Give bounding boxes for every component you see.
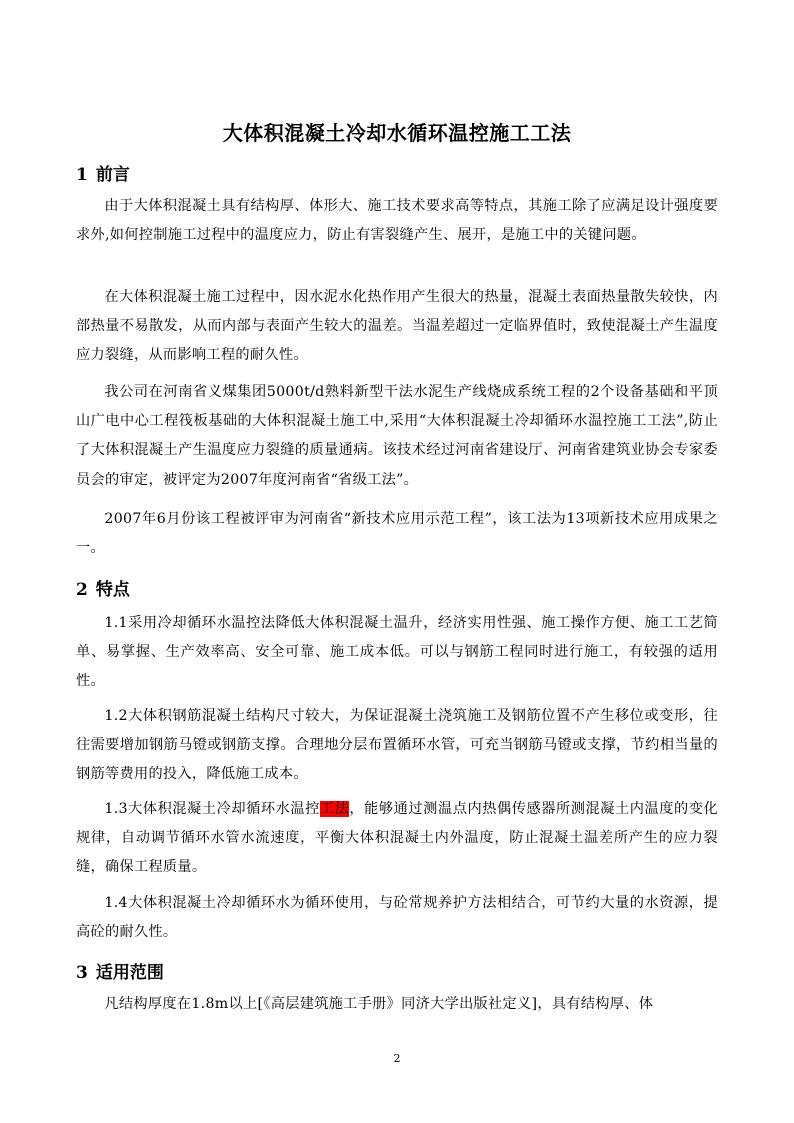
section-heading-3 bbox=[76, 958, 164, 983]
paragraph: 我公司在河南省义煤集团5000t/d熟料新型干法水泥生产线烧成系统工程的2个设备基础和平顶山广电中心工程筏板基础的大体积混凝土施工中,采用“大体积混凝土冷却循环水温控施工工法”,防止了大体积混凝土产生温度应力裂缝的质量通病。该技术经过河南省建设厅、河南省建筑业协会专家委员会的审定，被评定为2007年度河南省“省级工法”。 bbox=[76, 384, 718, 488]
paragraph bbox=[76, 795, 718, 883]
section-heading-1 bbox=[76, 160, 130, 185]
section-heading-2 bbox=[76, 575, 130, 600]
paragraph: 1.2大体积钢筋混凝土结构尺寸较大，为保证混凝土浇筑施工及钢筋位置不产生移位或变形，往往需要增加钢筋马镫或钢筋支撑。合理地分层布置循环水管，可充当钢筋马镫或支撑，节约相当量的钢筋等费用的投入，降低施工成本。 bbox=[76, 708, 718, 783]
highlighted-text: 工法 bbox=[319, 801, 350, 817]
section-number: 2 bbox=[76, 580, 88, 600]
paragraph: 1.1采用冷却循环水温控法降低大体积混凝土温升，经济实用性强、施工操作方便、施工工艺简单、易掌握、生产效率高、安全可靠、施工成本低。可以与钢筋工程同时进行施工，有较强的适用性。 bbox=[76, 615, 718, 690]
section-title: 前言 bbox=[95, 165, 130, 185]
section-title: 适用范围 bbox=[95, 963, 164, 983]
paragraph: 2007年6月份该工程被评审为河南省“新技术应用示范工程”，该工法为13项新技术应用成果之一。 bbox=[76, 511, 718, 557]
section-title: 特点 bbox=[95, 580, 130, 600]
paragraph-text: 1.3大体积混凝土冷却循环水温控 bbox=[104, 801, 320, 817]
section-number: 3 bbox=[76, 963, 88, 983]
page-number: 2 bbox=[393, 1052, 401, 1065]
paragraph: 在大体积混凝土施工过程中，因水泥水化热作用产生很大的热量，混凝土表面热量散失较快，内部热量不易散发，从而内部与表面产生较大的温差。当温差超过一定临界值时，致使混凝土产生温度应力裂缝，从而影响工程的耐久性。 bbox=[76, 289, 718, 364]
paragraph: 1.4大体积混凝土冷却循环水为循环使用，与砼常规养护方法相结合，可节约大量的水资源，提高砼的耐久性。 bbox=[76, 895, 718, 941]
paragraph: 由于大体积混凝土具有结构厚、体形大、施工技术要求高等特点，其施工除了应满足设计强度要求外,如何控制施工过程中的温度应力，防止有害裂缝产生、展开，是施工中的关键问题。 bbox=[76, 198, 718, 244]
paragraph-text: ，能够通过测温点内热偶传感器所测混凝土内温度的变化规律，自动调节循环水管水流速度，平衡大体积混凝土内外温度，防止混凝土温差所产生的应力裂缝，确保工程质量。 bbox=[76, 801, 718, 876]
document-title: 大体积混凝土冷却水循环温控施工工法 bbox=[222, 121, 572, 145]
paragraph: 凡结构厚度在1.8m以上[《高层建筑施工手册》同济大学出版社定义]，具有结构厚、体 bbox=[104, 996, 654, 1012]
section-number: 1 bbox=[76, 165, 88, 185]
